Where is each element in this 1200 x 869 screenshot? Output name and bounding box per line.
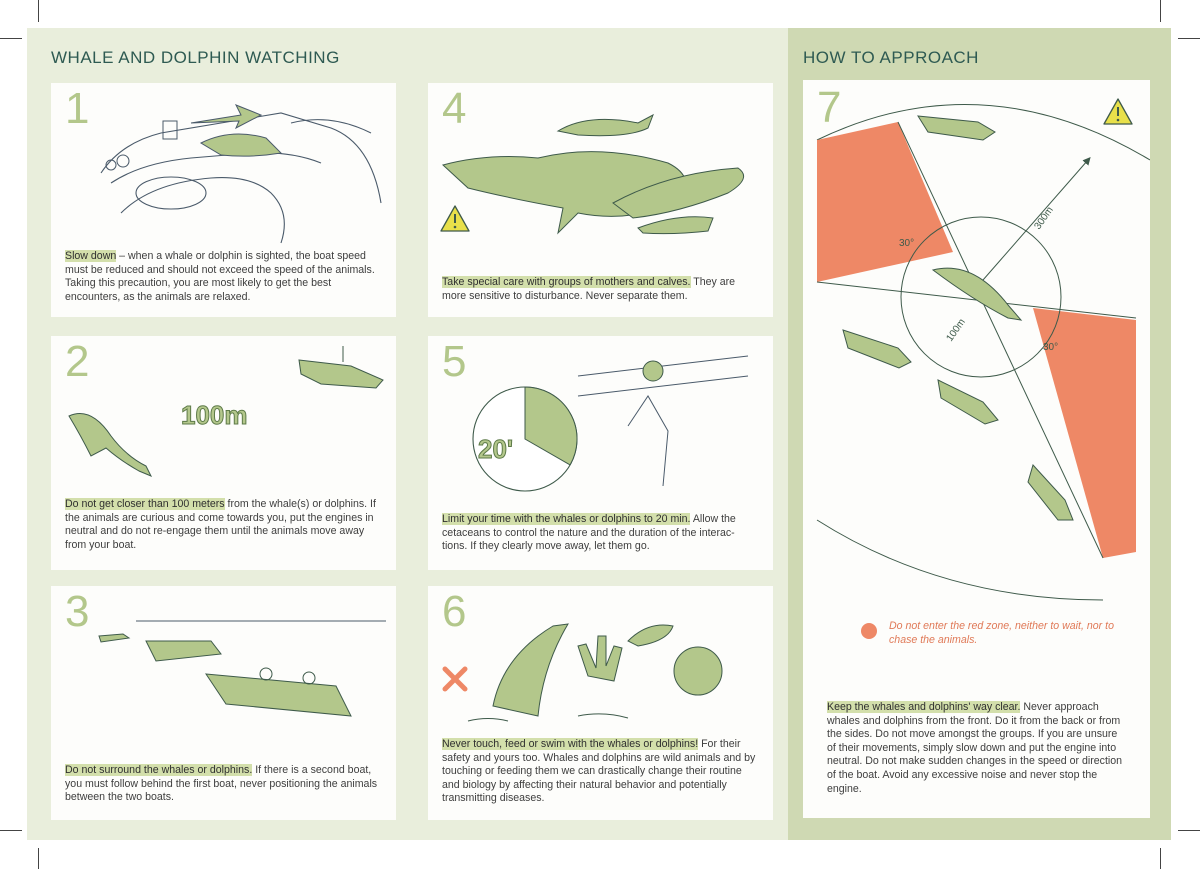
- illustration-boat-driver: [51, 83, 396, 258]
- card-1-highlight: Slow down: [65, 250, 117, 262]
- illustration-time-limit: [428, 336, 773, 511]
- step-number: 1: [65, 84, 90, 133]
- illustration-mothers-calves: [428, 83, 773, 258]
- card-6: [428, 586, 773, 820]
- page-title: WHALE AND DOLPHIN WATCHING: [51, 48, 340, 67]
- inner-distance-label: 100m: [944, 316, 968, 344]
- crop-mark: [1160, 848, 1161, 869]
- illustration-two-boats: [51, 586, 396, 761]
- card-2-body: from the whale(s) or dolphins. If the animals are curious and come towards you, put the engines in neutral and do not re-engage them until the animals move away from your boat.: [65, 498, 376, 551]
- boat-icon: [843, 330, 911, 368]
- crop-mark: [0, 38, 22, 39]
- red-zone-dot: [861, 623, 877, 639]
- crop-mark: [1178, 38, 1200, 39]
- legend-text: Do not enter the red zone, neither to wait, nor to chase the animals.: [889, 620, 1114, 646]
- card-4-text: [442, 276, 757, 303]
- card-5-highlight: Limit your time with the whales or dolphins to 20 min.: [442, 513, 691, 525]
- crop-mark: [1178, 830, 1200, 831]
- card-4-highlight: Take special care with groups of mothers and calves.: [442, 276, 691, 288]
- illustration-distance: [51, 336, 396, 511]
- card-3-text: [65, 764, 380, 805]
- cross-mark-icon: [440, 664, 470, 694]
- approach-diagram: [803, 80, 1150, 640]
- card-6-text: [442, 738, 757, 806]
- section-title-approach: HOW TO APPROACH: [803, 48, 979, 67]
- step-number: 3: [65, 587, 90, 636]
- card-1-text: [65, 250, 380, 304]
- card-2-text: [65, 498, 380, 552]
- crop-mark: [0, 830, 22, 831]
- crop-mark: [38, 0, 39, 22]
- card-4: [428, 83, 773, 317]
- step-number: 6: [442, 587, 467, 636]
- warning-triangle-icon: [438, 203, 472, 235]
- red-zone-top: [817, 122, 953, 282]
- card-3-body: If there is a second boat, you must follow behind the first boat, never positioning the animals between the two boats.: [65, 764, 378, 804]
- step-number: 4: [442, 84, 467, 133]
- card-5-body: Allow the cetaceans to control the nature and the duration of the interac-tions. If they clearly move away, let them go.: [442, 513, 736, 553]
- step-number: 5: [442, 337, 467, 386]
- card-7: [803, 80, 1150, 818]
- step-number: 7: [817, 83, 842, 132]
- card-6-highlight: Never touch, feed or swim with the whales or dolphins!: [442, 738, 699, 750]
- illustration-no-touch: [428, 586, 773, 761]
- card-7-text: [827, 701, 1127, 796]
- crop-mark: [1160, 0, 1161, 22]
- crop-mark: [38, 848, 39, 869]
- card-2-highlight: Do not get closer than 100 meters: [65, 498, 225, 510]
- card-2: [51, 336, 396, 570]
- card-7-body: Never approach whales and dolphins from the front. Do it from the back or from the sides. Do not move amongst the groups. If you are unsure of their movements, simply slow down and put the engine into neutral. Do not make sudden changes in the speed or direction of the boat. Avoid any excessive noise and never stop the engine.: [827, 701, 1123, 795]
- time-label: 20': [478, 434, 514, 464]
- card-3: [51, 586, 396, 820]
- card-7-highlight: Keep the whales and dolphins' way clear.: [827, 701, 1021, 713]
- card-1-body: – when a whale or dolphin is sighted, the boat speed must be reduced and should not exceed the speed of the animals. Taking this precaution, you are most likely to get the best encounters, as the animals are relaxed.: [65, 250, 375, 303]
- outer-distance-label: 300m: [1032, 204, 1056, 232]
- step-number: 2: [65, 337, 90, 386]
- distance-label: 100m: [181, 400, 248, 430]
- angle-label-bottom: 30°: [1043, 342, 1059, 353]
- card-6-body: For their safety and yours too. Whales and dolphins are wild animals and by touching or feeding them we can drastically change their routine and biology by affecting their natural behavior and potentially transmitting diseases.: [442, 738, 756, 805]
- card-3-highlight: Do not surround the whales or dolphins.: [65, 764, 253, 776]
- card-1: [51, 83, 396, 317]
- red-zone-legend: [863, 620, 1123, 647]
- card-4-body: They are more sensitive to disturbance. Never separate them.: [442, 276, 736, 302]
- boat-icon: [938, 380, 998, 424]
- card-5-text: [442, 513, 757, 554]
- boat-icon: [1028, 465, 1073, 520]
- angle-label-top: 30°: [899, 238, 915, 249]
- warning-triangle-icon: [1101, 96, 1135, 128]
- card-5: [428, 336, 773, 570]
- boat-icon: [918, 116, 995, 140]
